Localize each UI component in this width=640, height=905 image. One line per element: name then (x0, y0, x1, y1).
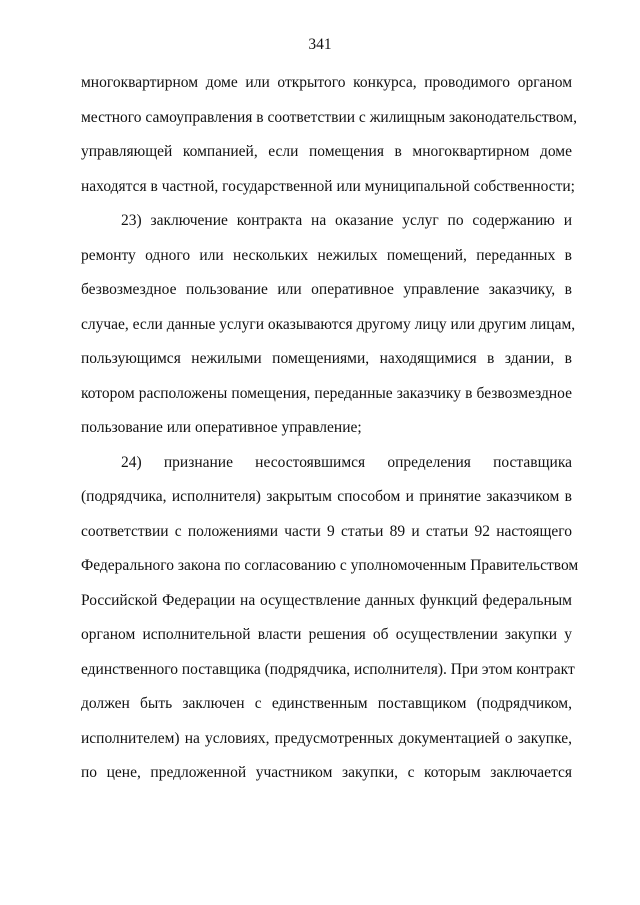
text-line: случае, если данные услуги оказываются другому лицу или другим лицам, (81, 315, 576, 333)
text-line: котором расположены помещения, переданные заказчику в безвозмездное (81, 384, 572, 402)
text-line: соответствии с положениями части 9 статьи 89 и статьи 92 настоящего (81, 522, 572, 540)
paragraph-item-23 (81, 204, 576, 446)
paragraph-item-24 (81, 446, 579, 791)
text-line: 23) заключение контракта на оказание услуг по содержанию и (121, 212, 572, 229)
text-line: исполнителем) на условиях, предусмотренных документацией о закупке, (81, 729, 572, 747)
text-line: единственного поставщика (подрядчика, исполнителя). При этом контракт (81, 660, 575, 678)
text-line: (подрядчика, исполнителя) закрытым способом и принятие заказчиком в (81, 488, 572, 505)
page-number: 341 (308, 36, 332, 53)
text-line: 24) признание несостоявшимся определения поставщика (121, 453, 572, 471)
text-line: по цене, предложенной участником закупки, с которым заключается (81, 764, 572, 781)
text-line: ремонту одного или нескольких нежилых помещений, переданных в (81, 246, 572, 264)
text-line: управляющей компанией, если помещения в многоквартирном доме (81, 143, 572, 160)
text-line: Федерального закона по согласованию с уполномоченным Правительством (81, 557, 579, 574)
text-line: Российской Федерации на осуществление данных функций федеральным (81, 591, 572, 609)
text-line: местного самоуправления в соответствии с жилищным законодательством, (81, 108, 577, 126)
text-line: безвозмездное пользование или оперативное управление заказчику, в (81, 281, 572, 298)
text-line: пользующимся нежилыми помещениями, находящимися в здании, в (81, 350, 572, 367)
text-line: пользование или оперативное управление; (81, 419, 362, 436)
document-body (81, 66, 579, 791)
text-line: органом исполнительной власти решения об осуществлении закупки у (81, 626, 572, 643)
text-line: находятся в частной, государственной или муниципальной собственности; (81, 177, 575, 195)
paragraph-continuation (81, 66, 577, 204)
text-line: должен быть заключен с единственным поставщиком (подрядчиком, (81, 695, 572, 712)
text-line: многоквартирном доме или открытого конкурса, проводимого органом (81, 74, 572, 91)
